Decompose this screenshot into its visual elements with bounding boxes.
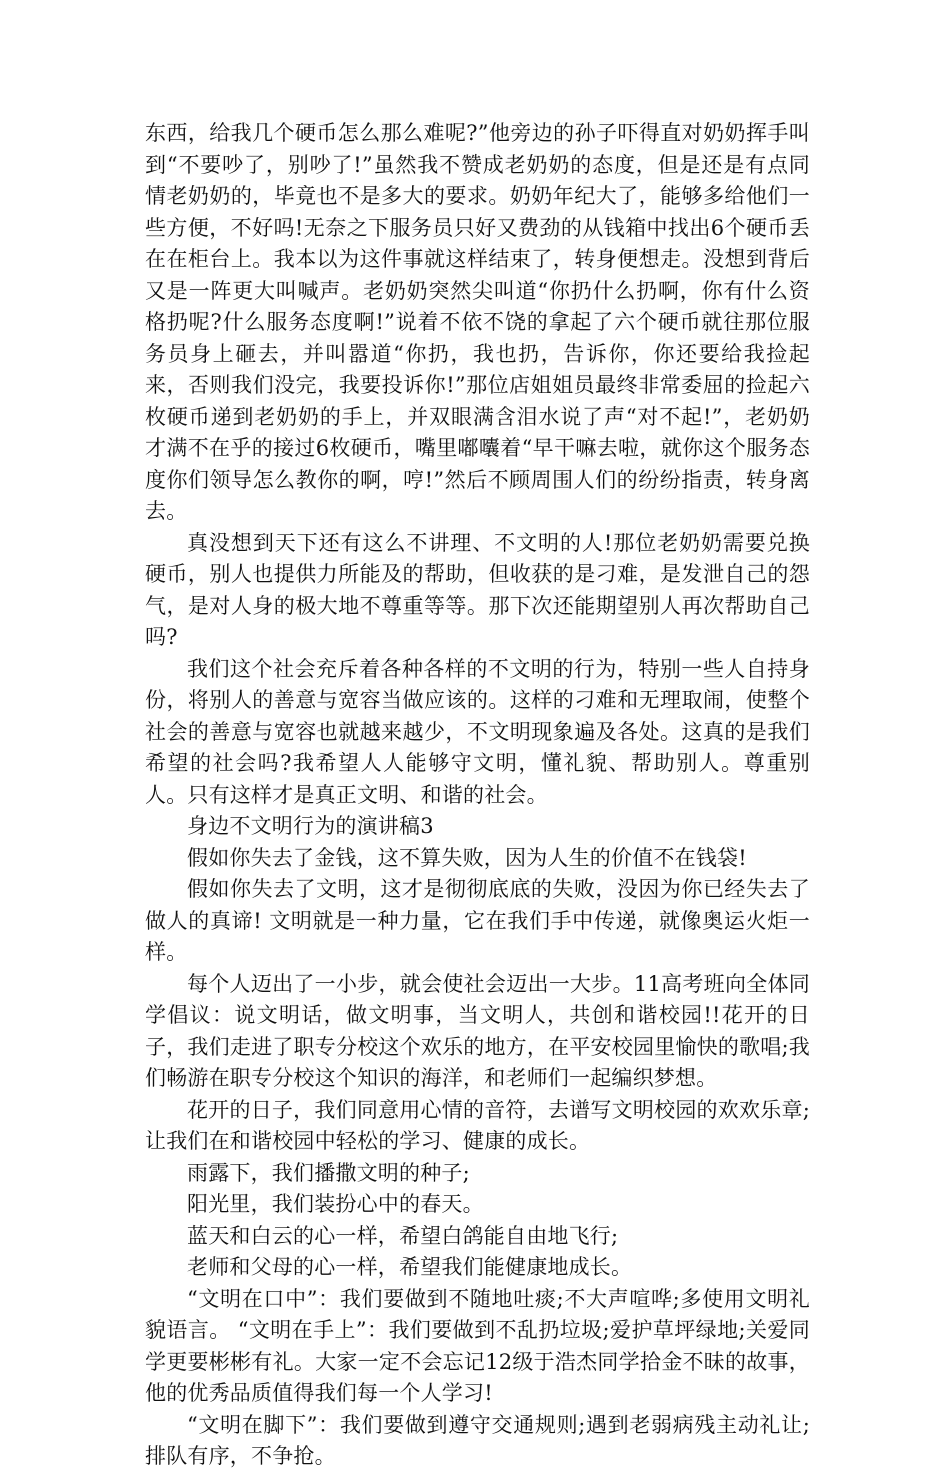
paragraph-9: 阳光里，我们装扮心中的春天。 — [187, 1192, 484, 1216]
paragraph-7: 花开的日子，我们同意用心情的音符，去谱写文明校园的欢欢乐章;让我们在和谐校园中轻松的学习、健康的成长。 — [145, 1097, 810, 1153]
paragraph-13: “文明在脚下”：我们要做到遵守交通规则;遇到老弱病残主动礼让;排队有序，不争抢。 — [145, 1412, 810, 1468]
paragraph-11: 老师和父母的心一样，希望我们能健康地成长。 — [187, 1255, 633, 1279]
paragraph-5: 假如你失去了文明，这才是彻彻底底的失败，没因为你已经失去了做人的真谛! 文明就是一种力量，它在我们手中传递，就像奥运火炬一样。 — [145, 877, 810, 964]
section-title: 身边不文明行为的演讲稿3 — [187, 814, 434, 838]
paragraph-10: 蓝天和白云的心一样，希望白鸽能自由地飞行; — [187, 1223, 619, 1248]
paragraph-4: 假如你失去了金钱，这不算失败，因为人生的价值不在钱袋! — [187, 845, 747, 870]
paragraph-2: 真没想到天下还有这么不讲理、不文明的人!那位老奶奶需要兑换硬币，别人也提供力所能及的帮助，但收获的是刁难，是发泄自己的怨气，是对人身的极大地不尊重等等。那下次还能期望别人再次帮助自己吗? — [145, 530, 810, 649]
paragraph-12: “文明在口中”：我们要做到不随地吐痰;不大声喧哗;多使用文明礼貌语言。 “文明在手上”：我们要做到不乱扔垃圾;爱护草坪绿地;关爱同学更要彬彬有礼。大家一定不会忘记12级于浩杰同学拾金不昧的故事，他的优秀品质值得我们每一个人学习! — [145, 1286, 810, 1405]
paragraph-3: 我们这个社会充斥着各种各样的不文明的行为，特别一些人自持身份，将别人的善意与宽容当做应该的。这样的刁难和无理取闹，使整个社会的善意与宽容也就越来越少，不文明现象遍及各处。这真的是我们希望的社会吗?我希望人人能够守文明，懂礼貌、帮助别人。尊重别人。只有这样才是真正文明、和谐的社会。 — [145, 656, 810, 807]
paragraph-8: 雨露下，我们播撒文明的种子; — [187, 1160, 470, 1185]
document-page — [145, 118, 810, 1473]
paragraph-1: 东西，给我几个硬币怎么那么难呢?”他旁边的孙子吓得直对奶奶挥手叫到“不要吵了，别吵了!”虽然我不赞成老奶奶的态度，但是还是有点同情老奶奶的，毕竟也不是多大的要求。奶奶年纪大了，能够多给他们一些方便，不好吗!无奈之下服务员只好又费劲的从钱箱中找出6个硬币丢在在柜台上。我本以为这件事就这样结束了，转身便想走。没想到背后又是一阵更大叫喊声。老奶奶突然尖叫道“你扔什么扔啊，你有什么资格扔呢?什么服务态度啊!”说着不依不饶的拿起了六个硬币就往那位服务员身上砸去，并叫嚣道“你扔，我也扔，告诉你，你还要给我捡起来，否则我们没完，我要投诉你!”那位店姐姐员最终非常委屈的捡起六枚硬币递到老奶奶的手上，并双眼满含泪水说了声“对不起!”，老奶奶才满不在乎的接过6枚硬币，嘴里嘟囔着“早干嘛去啦，就你这个服务态度你们领导怎么教你的啊，哼!”然后不顾周围人们的纷纷指责，转身离去。 — [145, 121, 810, 523]
paragraph-6: 每个人迈出了一小步，就会使社会迈出一大步。11高考班向全体同学倡议：说文明话，做文明事，当文明人，共创和谐校园!!花开的日子，我们走进了职专分校这个欢乐的地方，在平安校园里愉快的歌唱;我们畅游在职专分校这个知识的海洋，和老师们一起编织梦想。 — [145, 971, 810, 1090]
